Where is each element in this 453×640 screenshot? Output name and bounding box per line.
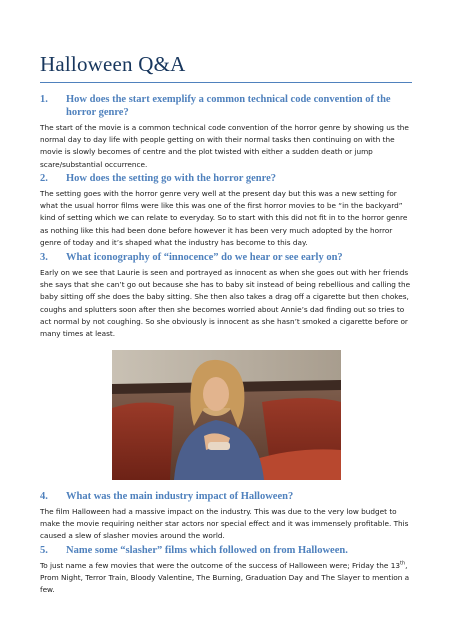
section-body: The film Halloween had a massive impact on the industry. This was due to the very low budget to make the movie requiring neither star actors nor special effect and it was immensely profitable. This caused a slew of slasher movies around the world.	[40, 507, 409, 541]
section-number: 5.	[40, 545, 48, 556]
section-body	[40, 560, 412, 597]
film-still-illustration	[112, 350, 341, 480]
section-body: The start of the movie is a common technical code convention of the horror genre by showing us the normal day to day life with people getting on with their normal tasks then continuing on with the movie is slowly becomes of centre and the plot twisted with either a sudden death or jump scare/substantial occurrence.	[40, 123, 409, 169]
section-2	[40, 172, 412, 249]
section-number: 1.	[40, 94, 48, 105]
section-heading	[40, 544, 412, 557]
section-number: 2.	[40, 173, 48, 184]
section-heading-text: How does the start exemplify a common technical code convention of the horror genre?	[66, 94, 391, 118]
section-body: The setting goes with the horror genre very well at the present day but this was a new setting for what the usual horror films were like this was one of the first horror movies to be “in the backyard” kind of setting which we can relate to everyday. So to start with this did not fit in to the horror genre as nothing like this had been done before however it has been very much adopted by the horror genre of today and it’s shaped what the industry has become to this day.	[40, 189, 408, 247]
section-heading	[40, 93, 412, 119]
section-number: 3.	[40, 252, 48, 263]
section-heading	[40, 251, 412, 264]
film-still-photo	[112, 350, 341, 480]
section-heading-text: Name some “slasher” films which followed on from Halloween.	[66, 545, 348, 556]
section-body: Early on we see that Laurie is seen and portrayed as innocent as when she goes out with her friends she says that she can’t go out because she has to baby sit instead of being rebellious and calling the baby sitting off she does the baby sitting. She then also takes a drag off a cigarette but then chokes, coughs and splutters soon after then she becomes worried about Annie’s dad finding out so tries to act normal by not coughing. So she obviously is innocent as she hasn’t smoked a cigarette before or many times at least.	[40, 268, 411, 339]
section-heading	[40, 172, 412, 185]
section-heading	[40, 490, 412, 503]
section-body-text: To just name a few movies that were the outcome of the success of Halloween were; Friday the 13	[40, 561, 401, 570]
section-4	[40, 490, 412, 543]
section-heading-text: What iconography of “innocence” do we hear or see early on?	[66, 252, 343, 263]
section-1	[40, 93, 412, 171]
section-3	[40, 251, 412, 340]
section-body-text: , Prom Night, Terror Train, Bloody Valentine, The Burning, Graduation Day and The Slayer to mention a few.	[40, 561, 410, 595]
section-heading-text: What was the main industry impact of Halloween?	[66, 491, 294, 502]
title-underline	[40, 82, 412, 83]
ordinal-suffix: th	[400, 560, 406, 567]
section-5	[40, 544, 412, 597]
page-title: Halloween Q&A	[40, 52, 186, 76]
section-number: 4.	[40, 491, 48, 502]
section-heading-text: How does the setting go with the horror genre?	[66, 173, 276, 184]
